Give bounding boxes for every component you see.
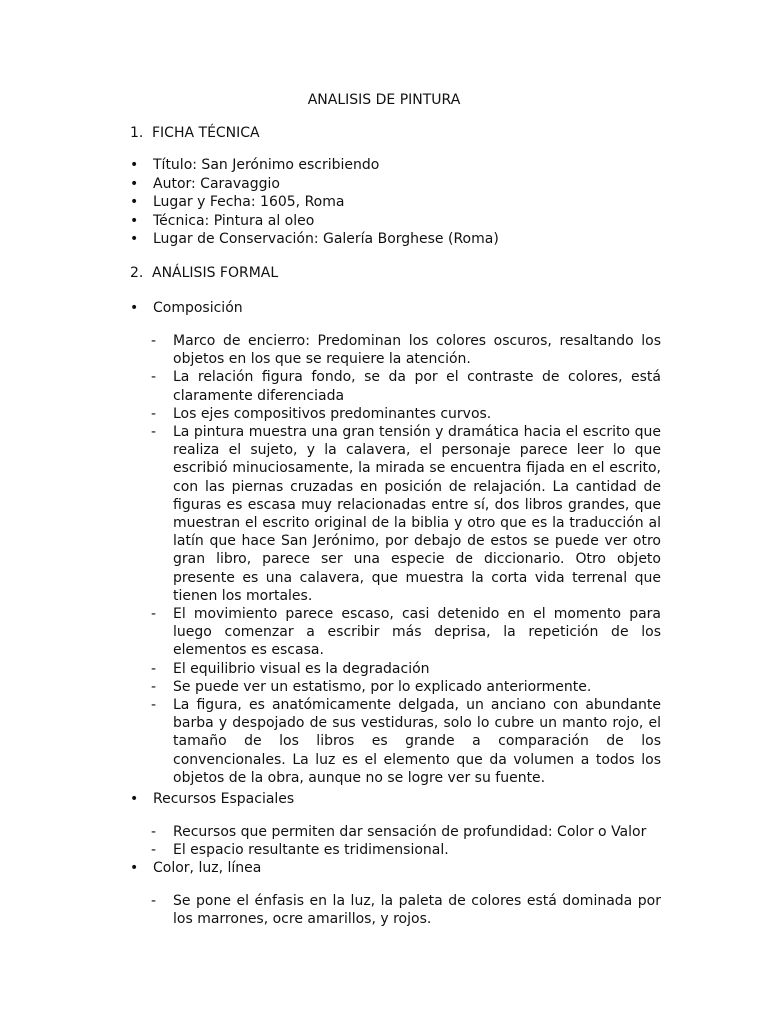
composicion-label: • Composición	[130, 299, 243, 317]
list-item: • Técnica: Pintura al oleo	[130, 212, 499, 231]
list-item: - El equilibrio visual es la degradación	[151, 660, 661, 678]
list-item: • Lugar de Conservación: Galería Borghese (Roma)	[130, 230, 499, 249]
recursos-espaciales-label: • Recursos Espaciales	[130, 790, 294, 808]
section-heading-text: FICHA TÉCNICA	[152, 125, 260, 141]
composicion-list	[151, 332, 661, 787]
list-item: - Se pone el énfasis en la luz, la paleta de colores está dominada por los marrones, ocre amarillos, y rojos.	[151, 892, 661, 928]
color-luz-linea-list	[151, 892, 661, 928]
list-item: - Los ejes compositivos predominantes curvos.	[151, 405, 661, 423]
list-item: - El movimiento parece escaso, casi detenido en el momento para luego comenzar a escribir más deprisa, la repetición de los elementos es escasa.	[151, 605, 661, 660]
section-heading-ficha-tecnica	[130, 124, 260, 142]
list-item: - La relación figura fondo, se da por el contraste de colores, está claramente diferenciada	[151, 368, 661, 404]
ficha-tecnica-list	[130, 156, 499, 249]
list-item: • Autor: Caravaggio	[130, 175, 499, 194]
recursos-espaciales-list	[151, 823, 661, 859]
list-item: • Lugar y Fecha: 1605, Roma	[130, 193, 499, 212]
list-item: - Marco de encierro: Predominan los colores oscuros, resaltando los objetos en los que se requiere la atención.	[151, 332, 661, 368]
list-item: - Recursos que permiten dar sensación de profundidad: Color o Valor	[151, 823, 661, 841]
section-heading-text: ANÁLISIS FORMAL	[152, 265, 279, 281]
list-item: • Título: San Jerónimo escribiendo	[130, 156, 499, 175]
color-luz-linea-label: • Color, luz, línea	[130, 859, 261, 877]
list-item: - La figura, es anatómicamente delgada, un anciano con abundante barba y despojado de sus vestiduras, solo lo cubre un manto rojo, el tamaño de los libros es grande a comparación de los convencionales. La luz es el elemento que da volumen a todos los objetos de la obra, aunque no se logre ver su fuente.	[151, 696, 661, 787]
list-item: - Se puede ver un estatismo, por lo explicado anteriormente.	[151, 678, 661, 696]
list-item: - El espacio resultante es tridimensional.	[151, 841, 661, 859]
list-item: - La pintura muestra una gran tensión y dramática hacia el escrito que realiza el sujeto, y la calavera, el personaje parece leer lo que escribió minuciosamente, la mirada se encuentra fijada en el escrito, con las piernas cruzadas en posición de relajación. La cantidad de figuras es escasa muy relacionadas entre sí, dos libros grandes, que muestran el escrito original de la biblia y otro que es la traducción al latín que hace San Jerónimo, por debajo de estos se puede ver otro gran libro, parece ser una especie de diccionario. Otro objeto presente es una calavera, que muestra la corta vida terrenal que tienen los mortales.	[151, 423, 661, 605]
section-number: 2.	[130, 265, 144, 281]
section-heading-analisis-formal	[130, 264, 278, 282]
document-title: ANALISIS DE PINTURA	[307, 92, 461, 108]
section-number: 1.	[130, 125, 144, 141]
